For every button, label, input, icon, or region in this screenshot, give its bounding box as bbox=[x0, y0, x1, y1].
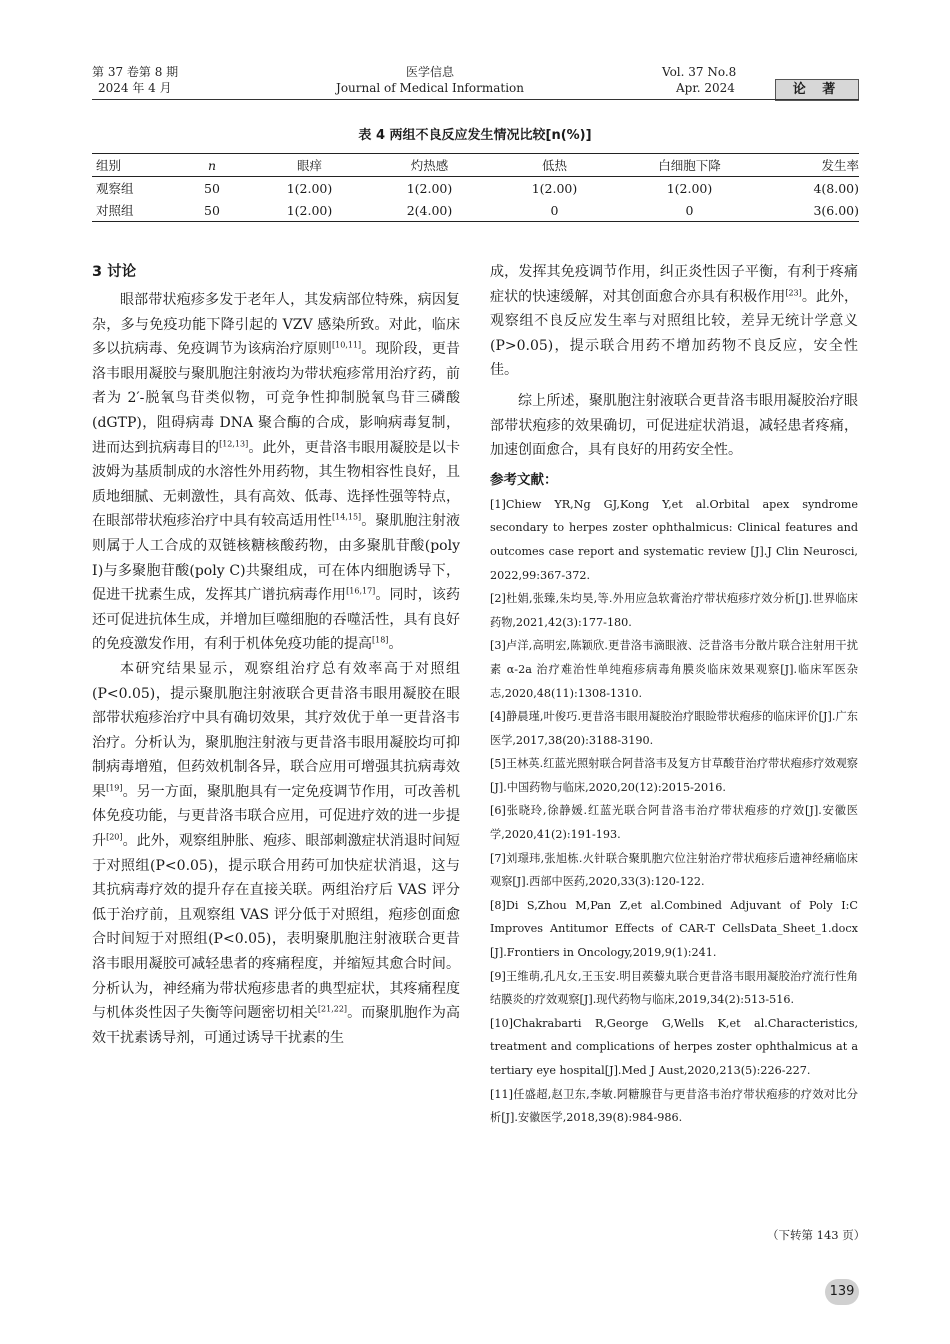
col-leukopenia: 白细胞下降 bbox=[617, 154, 762, 177]
reference-item: [8]Di S,Zhou M,Pan Z,et al.Combined Adjuvant of Poly I:C Improves Antitumor Effects of CAR-T CellsData_Sheet_1.docx [J].Frontiers in Oncology,2019,9(1):241. bbox=[490, 898, 858, 960]
journal-title-en: Journal of Medical Information bbox=[336, 81, 524, 95]
cell: 1(2.00) bbox=[252, 199, 367, 222]
reference-item: [6]张晓玲,徐静媛.红蓝光联合阿昔洛韦治疗带状疱疹的疗效[J].安徽医学,2020,41(2):191-193. bbox=[490, 804, 858, 842]
table-caption: 表 4 两组不良反应发生情况比较[n(%)] bbox=[358, 128, 592, 143]
discussion-paragraph-3: 成，发挥其免疫调节作用，纠正炎性因子平衡，有利于疼痛症状的快速缓解，对其创面愈合亦具有积极作用[23]。此外，观察组不良反应发生率与对照组比较，差异无统计学意义(P>0.05)，提示联合用药不增加药物不良反应，安全性佳。 bbox=[490, 264, 859, 379]
citation: [18] bbox=[372, 635, 389, 645]
page-number: 139 bbox=[825, 1279, 859, 1305]
cell: 2(4.00) bbox=[367, 199, 492, 222]
conclusion-paragraph: 综上所述，聚肌胞注射液联合更昔洛韦眼用凝胶治疗眼部带状疱疹的效果确切，可促进症状消退，减轻患者疼痛，加速创面愈合，具有良好的用药安全性。 bbox=[490, 392, 858, 459]
discussion-paragraph-1: 眼部带状疱疹多发于老年人，其发病部位特殊，病因复杂，多与免疫功能下降引起的 VZV 感染所致。对此，临床多以抗病毒、免疫调节为该病治疗原则[10,11]。现阶段，更昔洛韦眼用凝胶与聚肌胞注射液均为带状疱疹常用治疗药，前者为 2′-脱氧鸟苷类似物，可竞争性抑制脱氧鸟苷三磷酸(dGTP)，阻碍病毒 DNA 聚合酶的合成，影响病毒复制，进而达到抗病毒目的[12,13]。此外，更昔洛韦眼用凝胶是以卡波姆为基质制成的水溶性外用药物，其生物相容性良好，且质地细腻、无刺激性，具有高效、低毒、选择性强等特点，在眼部带状疱疹治疗中具有较高适用性[14,15]。聚肌胞注射液则属于人工合成的双链核糖核酸药物，由多聚肌苷酸(poly Ⅰ)与多聚胞苷酸(poly C)共聚组成，可在体内细胞诱导下，促进干扰素生成，发挥其广谱抗病毒作用[16,17]。同时，该药还可促进抗体生成，并增加巨噬细胞的吞噬活性，具有良好的免疫激发作用，有利于机体免疫功能的提高[18]。 bbox=[92, 292, 461, 653]
issue-volume: 第 37 卷第 8 期 bbox=[92, 65, 179, 79]
col-itch: 眼痒 bbox=[252, 154, 367, 177]
col-n: n bbox=[172, 154, 252, 177]
cell: 4(8.00) bbox=[813, 180, 859, 196]
col-group: 组别 bbox=[92, 154, 172, 177]
cell: 对照组 bbox=[92, 199, 172, 222]
reference-item: [4]静晨瑾,叶俊巧.更昔洛韦眼用凝胶治疗眼睑带状疱疹的临床评价[J].广东医学,2017,38(20):3188-3190. bbox=[490, 710, 858, 747]
continuation-note: （下转第 143 页） bbox=[767, 1228, 866, 1242]
journal-title-cn: 医学信息 bbox=[405, 65, 454, 79]
discussion-paragraph-2: 本研究结果显示，观察组治疗总有效率高于对照组(P<0.05)，提示聚肌胞注射液联合更昔洛韦眼用凝胶在眼部带状疱疹治疗中具有确切效果，其疗效优于单一更昔洛韦治疗。分析认为，聚肌胞注射液与更昔洛韦眼用凝胶均可抑制病毒增殖，但药效机制各异，联合应用可增强其抗病毒效果[19]。另一方面，聚肌胞具有一定免疫调节作用，可改善机体免疫功能，与更昔洛韦联合应用，可促进疗效的进一步提升[20]。此外，观察组肿胀、疱疹、眼部刺激症状消退时间短于对照组(P<0.05)，提示联合用药可加快症状消退，这与其抗病毒疗效的提升存在直接关联。两组治疗后 VAS 评分低于治疗前，且观察组 VAS 评分低于对照组，疱疹创面愈合时间短于对照组(P<0.05)，表明聚肌胞注射液联合更昔洛韦眼用凝胶可减轻患者的疼痛程度，并缩短其愈合时间。分析认为，神经痛为带状疱疹患者的典型症状，其疼痛程度与机体炎性因子失衡等问题密切相关[21,22]。而聚肌胞作为高效干扰素诱导剂，可通过诱导干扰素的生 bbox=[92, 660, 461, 1046]
reference-item: [1]Chiew YR,Ng GJ,Kong Y,et al.Orbital apex syndrome secondary to herpes zoster ophthalmicus: Clinical features and outcomes case report and systematic review [J].J Clin Neurosci, 2022,99:367-372. bbox=[490, 497, 858, 582]
references-title: 参考文献： bbox=[490, 471, 558, 488]
reference-item: [9]王维萌,孔凡女,王玉安.明目蒺藜丸联合更昔洛韦眼用凝胶治疗流行性角结膜炎的疗效观察[J].现代药物与临床,2019,34(2):513-516. bbox=[490, 969, 858, 1007]
section-title: 3 讨论 bbox=[92, 264, 137, 280]
reference-item: [3]卢洋,高明宏,陈颖欣.更昔洛韦滴眼液、泛昔洛韦分散片联合注射用干扰素 α-2a 治疗难治性单纯疱疹病毒角膜炎临床效果观察[J].临床军医杂志,2020,48(11):1308-1310. bbox=[490, 639, 858, 700]
table-row bbox=[92, 177, 859, 200]
cell: 1(2.00) bbox=[531, 180, 578, 196]
left-column bbox=[92, 260, 460, 1050]
reference-item: [11]任盛超,赵卫东,李敏.阿糖腺苷与更昔洛韦治疗带状疱疹的疗效对比分析[J].安徽医学,2018,39(8):984-986. bbox=[490, 1087, 858, 1125]
cell: 观察组 bbox=[96, 181, 134, 196]
col-rate: 发生率 bbox=[762, 154, 859, 177]
citation: [21,22] bbox=[317, 1004, 348, 1014]
issue-volume-en: Vol. 37 No.8 bbox=[662, 65, 737, 79]
journal-issue-en bbox=[662, 64, 736, 96]
cell: 50 bbox=[204, 180, 220, 196]
cell: 50 bbox=[172, 199, 252, 222]
citation: [16,17] bbox=[346, 586, 376, 596]
cell: 0 bbox=[492, 199, 617, 222]
section-tag: 论 著 bbox=[775, 79, 859, 101]
cell: 0 bbox=[617, 199, 762, 222]
citation: [20] bbox=[106, 832, 123, 842]
citation: [14,15] bbox=[332, 512, 362, 522]
cell: 1(2.00) bbox=[666, 180, 713, 196]
cell: 3(6.00) bbox=[762, 199, 859, 222]
cell: 1(2.00) bbox=[286, 180, 333, 196]
cell: 1(2.00) bbox=[406, 180, 453, 196]
citation: [12,13] bbox=[219, 438, 249, 448]
right-column bbox=[490, 260, 858, 1130]
col-fever: 低热 bbox=[492, 154, 617, 177]
issue-date: 2024 年 4 月 bbox=[98, 81, 172, 95]
col-burning: 灼热感 bbox=[367, 154, 492, 177]
issue-date-en: Apr. 2024 bbox=[676, 81, 735, 95]
reference-item: [10]Chakrabarti R,George G,Wells K,et al.Characteristics, treatment and complications of herpes zoster ophthalmicus at a tertiary eye hospital[J].Med J Aust,2020,213(5):226-227. bbox=[490, 1016, 858, 1077]
reference-item: [2]杜娟,张臻,朱均昊,等.外用应急软膏治疗带状疱疹疗效分析[J].世界临床药物,2021,42(3):177-180. bbox=[490, 592, 858, 629]
header-divider bbox=[92, 99, 859, 100]
reference-item: [5]王林英.红蓝光照射联合阿昔洛韦及复方甘草酸苷治疗带状疱疹疗效观察[J].中国药物与临床,2020,20(12):2015-2016. bbox=[490, 757, 858, 794]
reference-list bbox=[490, 493, 858, 1130]
citation: [10,11] bbox=[332, 340, 362, 350]
table-row bbox=[92, 199, 859, 222]
citation: [19] bbox=[106, 783, 123, 793]
adverse-reactions-table bbox=[92, 153, 859, 222]
table-header-row bbox=[92, 154, 859, 177]
citation: [23] bbox=[785, 287, 802, 297]
reference-item: [7]刘璟玮,张旭栋.火针联合聚肌胞穴位注射治疗带状疱疹后遗神经痛临床观察[J].西部中医药,2020,33(3):120-122. bbox=[490, 851, 858, 889]
